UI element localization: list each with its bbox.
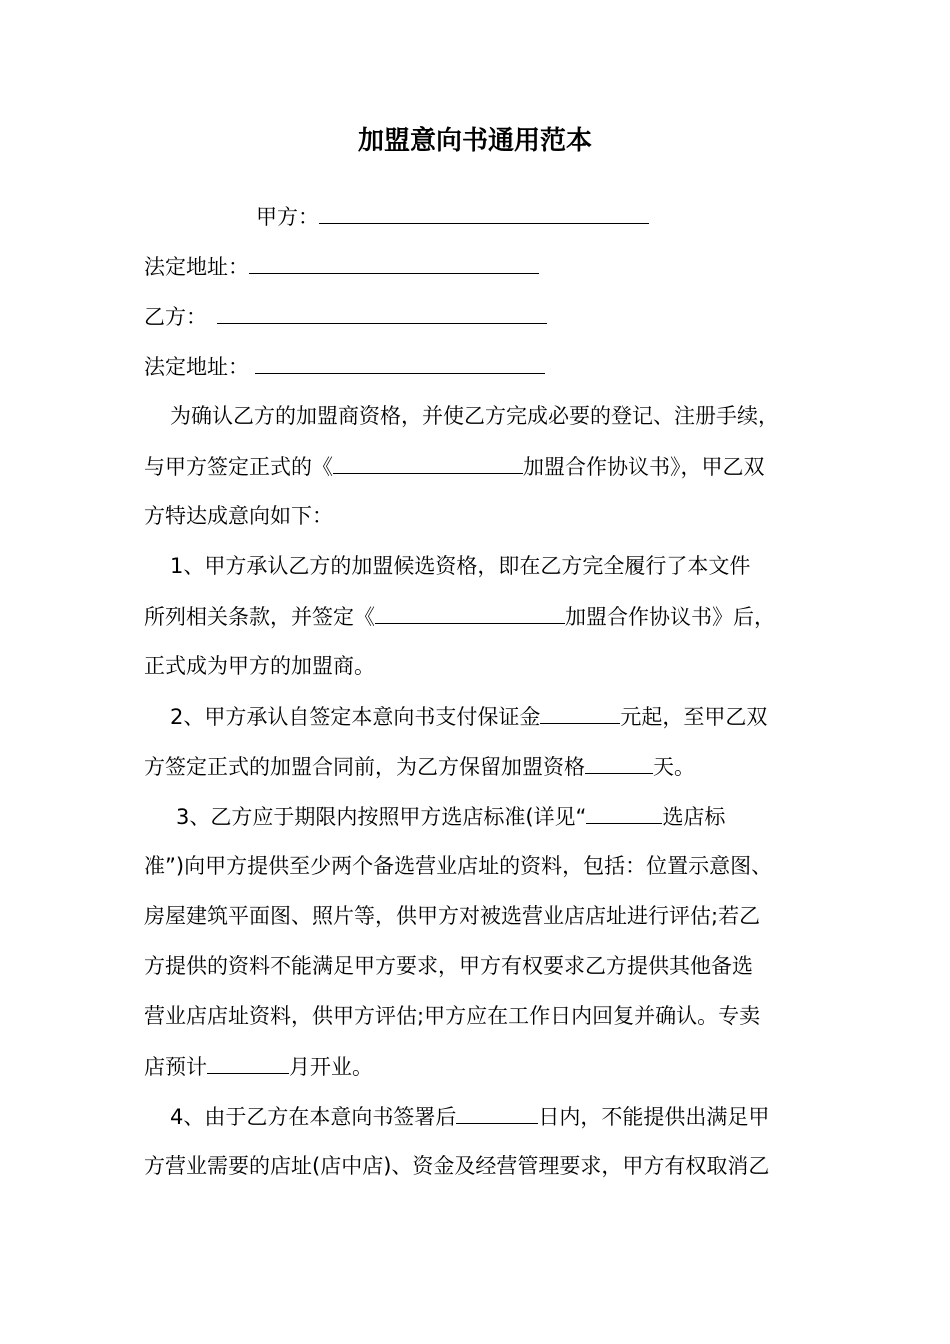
item3-text-b: 选店标 bbox=[662, 805, 726, 829]
days-limit-blank[interactable] bbox=[456, 1101, 538, 1124]
item3-line-6 bbox=[144, 1051, 373, 1082]
item4-text-b: 日内，不能提供出满足甲 bbox=[538, 1105, 770, 1129]
party-b-address-line bbox=[144, 351, 545, 382]
party-b-line bbox=[144, 301, 547, 332]
item2-text-b: 元起，至甲乙双 bbox=[620, 705, 768, 729]
intro-line-1: 为确认乙方的加盟商资格，并使乙方完成必要的登记、注册手续， bbox=[170, 404, 779, 428]
agreement-name-blank-1[interactable] bbox=[333, 451, 523, 474]
item1-line-1: 1、甲方承认乙方的加盟候选资格，即在乙方完全履行了本文件 bbox=[170, 554, 751, 578]
deposit-amount-blank[interactable] bbox=[540, 701, 620, 724]
item3-line-2: 准”)向甲方提供至少两个备选营业店址的资料，包括：位置示意图、 bbox=[144, 854, 773, 878]
item1-text-a: 所列相关条款，并签定《 bbox=[144, 605, 375, 629]
item3-text-a: 3、乙方应于期限内按照甲方选店标准(详见“ bbox=[176, 805, 587, 829]
store-standard-blank[interactable] bbox=[586, 801, 662, 824]
item2-text-a: 2、甲方承认自签定本意向书支付保证金 bbox=[170, 705, 541, 729]
agreement-name-blank-2[interactable] bbox=[375, 601, 565, 624]
item3-line-5: 营业店店址资料，供甲方评估;甲方应在工作日内回复并确认。专卖 bbox=[144, 1004, 761, 1028]
item1-line-2 bbox=[144, 601, 775, 632]
item2-text-d: 天。 bbox=[653, 755, 695, 779]
item3-line-4: 方提供的资料不能满足甲方要求，甲方有权要求乙方提供其他备选 bbox=[144, 954, 753, 978]
item3-line-1 bbox=[176, 801, 725, 832]
item2-line-2 bbox=[144, 751, 695, 782]
item1-text-b: 加盟合作协议书》后， bbox=[565, 605, 775, 629]
document-title: 加盟意向书通用范本 bbox=[357, 126, 592, 156]
intro-line-2 bbox=[144, 451, 765, 482]
item4-text-a: 4、由于乙方在本意向书签署后 bbox=[170, 1105, 457, 1129]
party-b-address-blank[interactable] bbox=[255, 351, 545, 374]
item4-line-1 bbox=[170, 1101, 769, 1132]
item2-text-c: 方签定正式的加盟合同前，为乙方保留加盟资格 bbox=[144, 755, 585, 779]
opening-month-blank[interactable] bbox=[207, 1051, 289, 1074]
party-a-address-blank[interactable] bbox=[249, 251, 539, 274]
item3-line-3: 房屋建筑平面图、照片等，供甲方对被选营业店店址进行评估;若乙 bbox=[144, 904, 761, 928]
party-a-address-line bbox=[144, 251, 539, 282]
intro-text-a: 与甲方签定正式的《 bbox=[144, 455, 333, 479]
intro-text-b: 加盟合作协议书》，甲乙双 bbox=[523, 455, 765, 479]
item4-line-2: 方营业需要的店址(店中店)、资金及经营管理要求，甲方有权取消乙 bbox=[144, 1154, 770, 1178]
intro-line-3: 方特达成意向如下： bbox=[144, 504, 333, 528]
item2-line-1 bbox=[170, 701, 767, 732]
party-a-address-label: 法定地址： bbox=[144, 255, 249, 279]
item1-line-3: 正式成为甲方的加盟商。 bbox=[144, 654, 375, 678]
item3-text-c: 店预计 bbox=[144, 1055, 207, 1079]
party-b-address-label: 法定地址： bbox=[144, 355, 249, 379]
party-a-blank[interactable] bbox=[319, 201, 649, 224]
party-b-label: 乙方： bbox=[144, 305, 207, 329]
party-b-blank[interactable] bbox=[217, 301, 547, 324]
party-a-line bbox=[256, 201, 649, 232]
party-a-label: 甲方： bbox=[256, 205, 319, 229]
item3-text-d: 月开业。 bbox=[289, 1055, 373, 1079]
reserve-days-blank[interactable] bbox=[585, 751, 653, 774]
